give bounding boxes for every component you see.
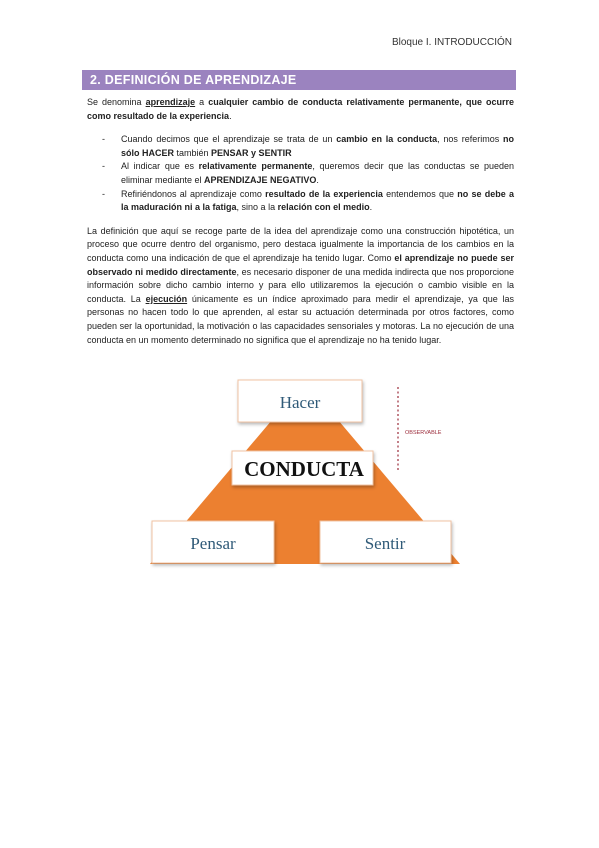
bold-span: no sólo HACER — [121, 134, 514, 158]
document-body — [87, 96, 514, 347]
dash-marker: - — [102, 188, 105, 199]
text-span: únicamente es un índice aproximado para medir el aprendizaje, ya que las personas no hacen todo lo que aprenden, al estar su actuación determinada por otros factores, como pueden ser la oportunidad, la motivación o las capacidades sensoriales y motoras. La no ejecución de una conducta en un momento determinado no significa que el aprendizaje no ha tenido lugar. — [87, 293, 514, 345]
label-pensar: Pensar — [190, 534, 236, 553]
text-span: Al indicar que es — [121, 161, 199, 172]
section-title: 2. DEFINICIÓN DE APRENDIZAJE — [82, 70, 516, 90]
bullet-item — [87, 133, 514, 160]
bullet-item — [87, 160, 514, 187]
definition-bold: cualquier cambio de conducta relativamente permanente, que ocurre como resultado de la experiencia — [87, 97, 515, 121]
text-span: , es necesario disponer de una medida indirecta que nos proporcione información sobre dicho cambio interno y para ello utilizaremos la ejecución o cambio visible en la conducta. La — [87, 266, 514, 304]
term-ejecucion: ejecución — [145, 293, 188, 304]
bold-span: PENSAR y SENTIR — [211, 147, 292, 158]
text-span: Refiriéndonos al aprendizaje como — [121, 188, 266, 199]
bold-span: relación con el medio — [277, 202, 370, 213]
text-span: , sino a la — [236, 202, 278, 213]
text-span: . — [229, 110, 232, 121]
text-span: La definición que aquí se recoge parte de la idea del aprendizaje como una construcción hipotética, un proceso que ocurre dentro del organismo, pero destaca igualmente la importancia de los cambios en la conducta como una indicación de que el aprendizaje ha tenido lugar. Como — [87, 225, 514, 263]
definition-paragraph — [87, 96, 514, 123]
text-span: . — [369, 202, 373, 213]
text-span: también — [174, 147, 212, 158]
explanation-paragraph — [87, 225, 514, 347]
term-aprendizaje: aprendizaje — [145, 97, 196, 107]
label-hacer: Hacer — [279, 393, 321, 412]
bullet-list — [87, 133, 514, 215]
text-span: , queremos decir que las conductas se pueden eliminar mediante el — [121, 161, 515, 185]
bullet-item — [87, 188, 514, 215]
bold-span: resultado de la experiencia — [265, 188, 383, 199]
bold-span: no se debe a la maduración ni a la fatiga — [121, 188, 514, 213]
dash-marker: - — [102, 134, 105, 145]
bold-span: relativamente permanente — [198, 161, 313, 172]
bold-span: cambio en la conducta — [336, 134, 438, 145]
text-span: . — [316, 174, 319, 185]
text-span: a — [195, 97, 209, 107]
conduct-pyramid-diagram — [150, 377, 460, 572]
bold-span: APRENDIZAJE NEGATIVO — [204, 174, 317, 185]
bold-span: el aprendizaje no puede ser observado ni medido directamente — [87, 252, 514, 277]
page-header-label: Bloque I. INTRODUCCIÓN — [391, 37, 512, 48]
label-conducta: CONDUCTA — [244, 457, 364, 481]
text-span: Se denomina — [87, 97, 146, 107]
label-sentir: Sentir — [364, 534, 406, 553]
text-span: Cuando decimos que el aprendizaje se trata de un — [121, 134, 337, 145]
text-span: entendemos que — [382, 188, 458, 199]
observable-label: OBSERVABLE — [405, 430, 442, 436]
text-span: , nos referimos — [437, 134, 503, 145]
dash-marker: - — [102, 161, 105, 172]
